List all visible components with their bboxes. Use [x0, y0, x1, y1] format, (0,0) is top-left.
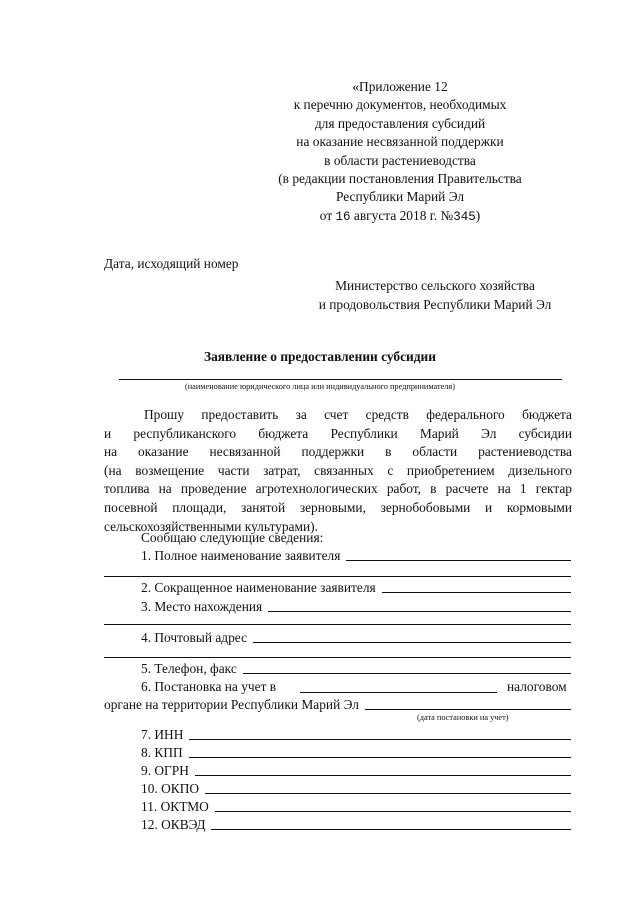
- location-field[interactable]: [141, 597, 571, 615]
- appendix-line: «Приложение 12: [352, 79, 448, 94]
- paragraph-line: топлива на проведение агротехнологических работ, в расчете на 1 гектар: [104, 481, 572, 497]
- short-name-label: 2. Сокращенное наименование заявителя: [141, 580, 376, 595]
- oktmo-input-line[interactable]: [215, 799, 571, 812]
- kpp-field[interactable]: [141, 743, 571, 761]
- phone-fax-input-line[interactable]: [243, 661, 571, 674]
- inn-field[interactable]: [141, 725, 571, 743]
- oktmo-label: 11. ОКТМО: [141, 799, 209, 814]
- okpo-input-line[interactable]: [205, 781, 571, 794]
- full-name-field[interactable]: [141, 546, 571, 564]
- postal-address-label: 4. Почтовый адрес: [141, 630, 248, 645]
- ogrn-label: 9. ОГРН: [141, 763, 189, 778]
- ministry-line: и продовольствия Республики Марий Эл: [318, 296, 552, 312]
- appendix-header: [250, 78, 550, 226]
- request-paragraph: [104, 406, 572, 536]
- postal-address-field[interactable]: [141, 628, 571, 646]
- short-name-field[interactable]: [141, 578, 571, 596]
- ministry-addressee: [295, 277, 575, 314]
- inn-input-line[interactable]: [189, 727, 571, 740]
- paragraph-line: Прошу предоставить за счет средств федерального бюджета: [144, 407, 572, 422]
- full-name-input-line[interactable]: [346, 548, 571, 561]
- paragraph-line: на оказание несвязанной поддержки в области растениеводства: [104, 444, 572, 460]
- okved-input-line[interactable]: [211, 817, 571, 830]
- registration-end-label: органе на территории Республики Марий Эл: [104, 697, 359, 712]
- date-number: 345: [453, 209, 476, 224]
- paragraph-line: сельскохозяйственными культурами).: [104, 518, 318, 534]
- appendix-line: для предоставления субсидий: [314, 115, 486, 131]
- full-name-continuation-line[interactable]: [104, 576, 571, 577]
- info-intro: Сообщаю следующие сведения:: [141, 530, 324, 545]
- registration-tax-label: налоговом: [507, 679, 567, 694]
- postal-address-input-line[interactable]: [253, 630, 571, 643]
- applicant-name-line[interactable]: [119, 379, 562, 380]
- okpo-label: 10. ОКПО: [141, 781, 200, 796]
- location-label: 3. Место нахождения: [141, 599, 263, 614]
- paragraph-line: и республиканского бюджета Республики Марий Эл субсидии: [104, 425, 572, 441]
- phone-fax-label: 5. Телефон, факс: [141, 661, 237, 676]
- appendix-line: к перечню документов, необходимых: [293, 97, 507, 113]
- appendix-line: в области растениеводства: [324, 152, 476, 168]
- inn-label: 7. ИНН: [141, 727, 184, 742]
- oktmo-field[interactable]: [141, 797, 571, 815]
- date-day: 16: [335, 209, 351, 224]
- registration-date-input-line[interactable]: [300, 692, 497, 693]
- kpp-label: 8. КПП: [141, 745, 183, 760]
- appendix-date-line: [250, 207, 550, 226]
- okved-field[interactable]: [141, 815, 571, 833]
- ministry-line: Министерство сельского хозяйства: [335, 278, 535, 293]
- applicant-name-caption: (наименование юридического лица или индивидуального предпринимателя): [184, 382, 456, 391]
- paragraph-line: (на возмещение части затрат, связанных с приобретением дизельного: [104, 462, 572, 478]
- date-prefix: от: [319, 207, 333, 223]
- location-input-line[interactable]: [268, 599, 571, 612]
- location-continuation-line[interactable]: [104, 624, 571, 625]
- registration-start-label: 6. Постановка на учет в: [141, 679, 277, 694]
- document-title: Заявление о предоставлении субсидии: [204, 349, 436, 364]
- ogrn-input-line[interactable]: [195, 763, 571, 776]
- full-name-label: 1. Полное наименование заявителя: [141, 548, 341, 563]
- okved-label: 12. ОКВЭД: [141, 817, 206, 832]
- phone-fax-field[interactable]: [141, 659, 571, 677]
- date-close: ): [475, 207, 481, 223]
- registration-territory-field[interactable]: [104, 695, 571, 713]
- postal-continuation-line[interactable]: [104, 657, 571, 658]
- appendix-line: на оказание несвязанной поддержки: [296, 134, 504, 150]
- registration-end-input-line[interactable]: [365, 697, 571, 710]
- registration-date-caption: (дата постановки на учет): [417, 713, 509, 722]
- appendix-line: Республики Марий Эл: [335, 189, 465, 205]
- ogrn-field[interactable]: [141, 761, 571, 779]
- paragraph-line: посевной площади, занятой зерновыми, зернобобовыми и кормовыми: [104, 499, 572, 515]
- okpo-field[interactable]: [141, 779, 571, 797]
- kpp-input-line[interactable]: [189, 745, 571, 758]
- date-rest: августа 2018 г. №: [353, 207, 454, 223]
- appendix-line: (в редакции постановления Правительства: [278, 171, 522, 187]
- date-outgoing-number-label: Дата, исходящий номер: [104, 256, 239, 271]
- short-name-input-line[interactable]: [382, 580, 571, 593]
